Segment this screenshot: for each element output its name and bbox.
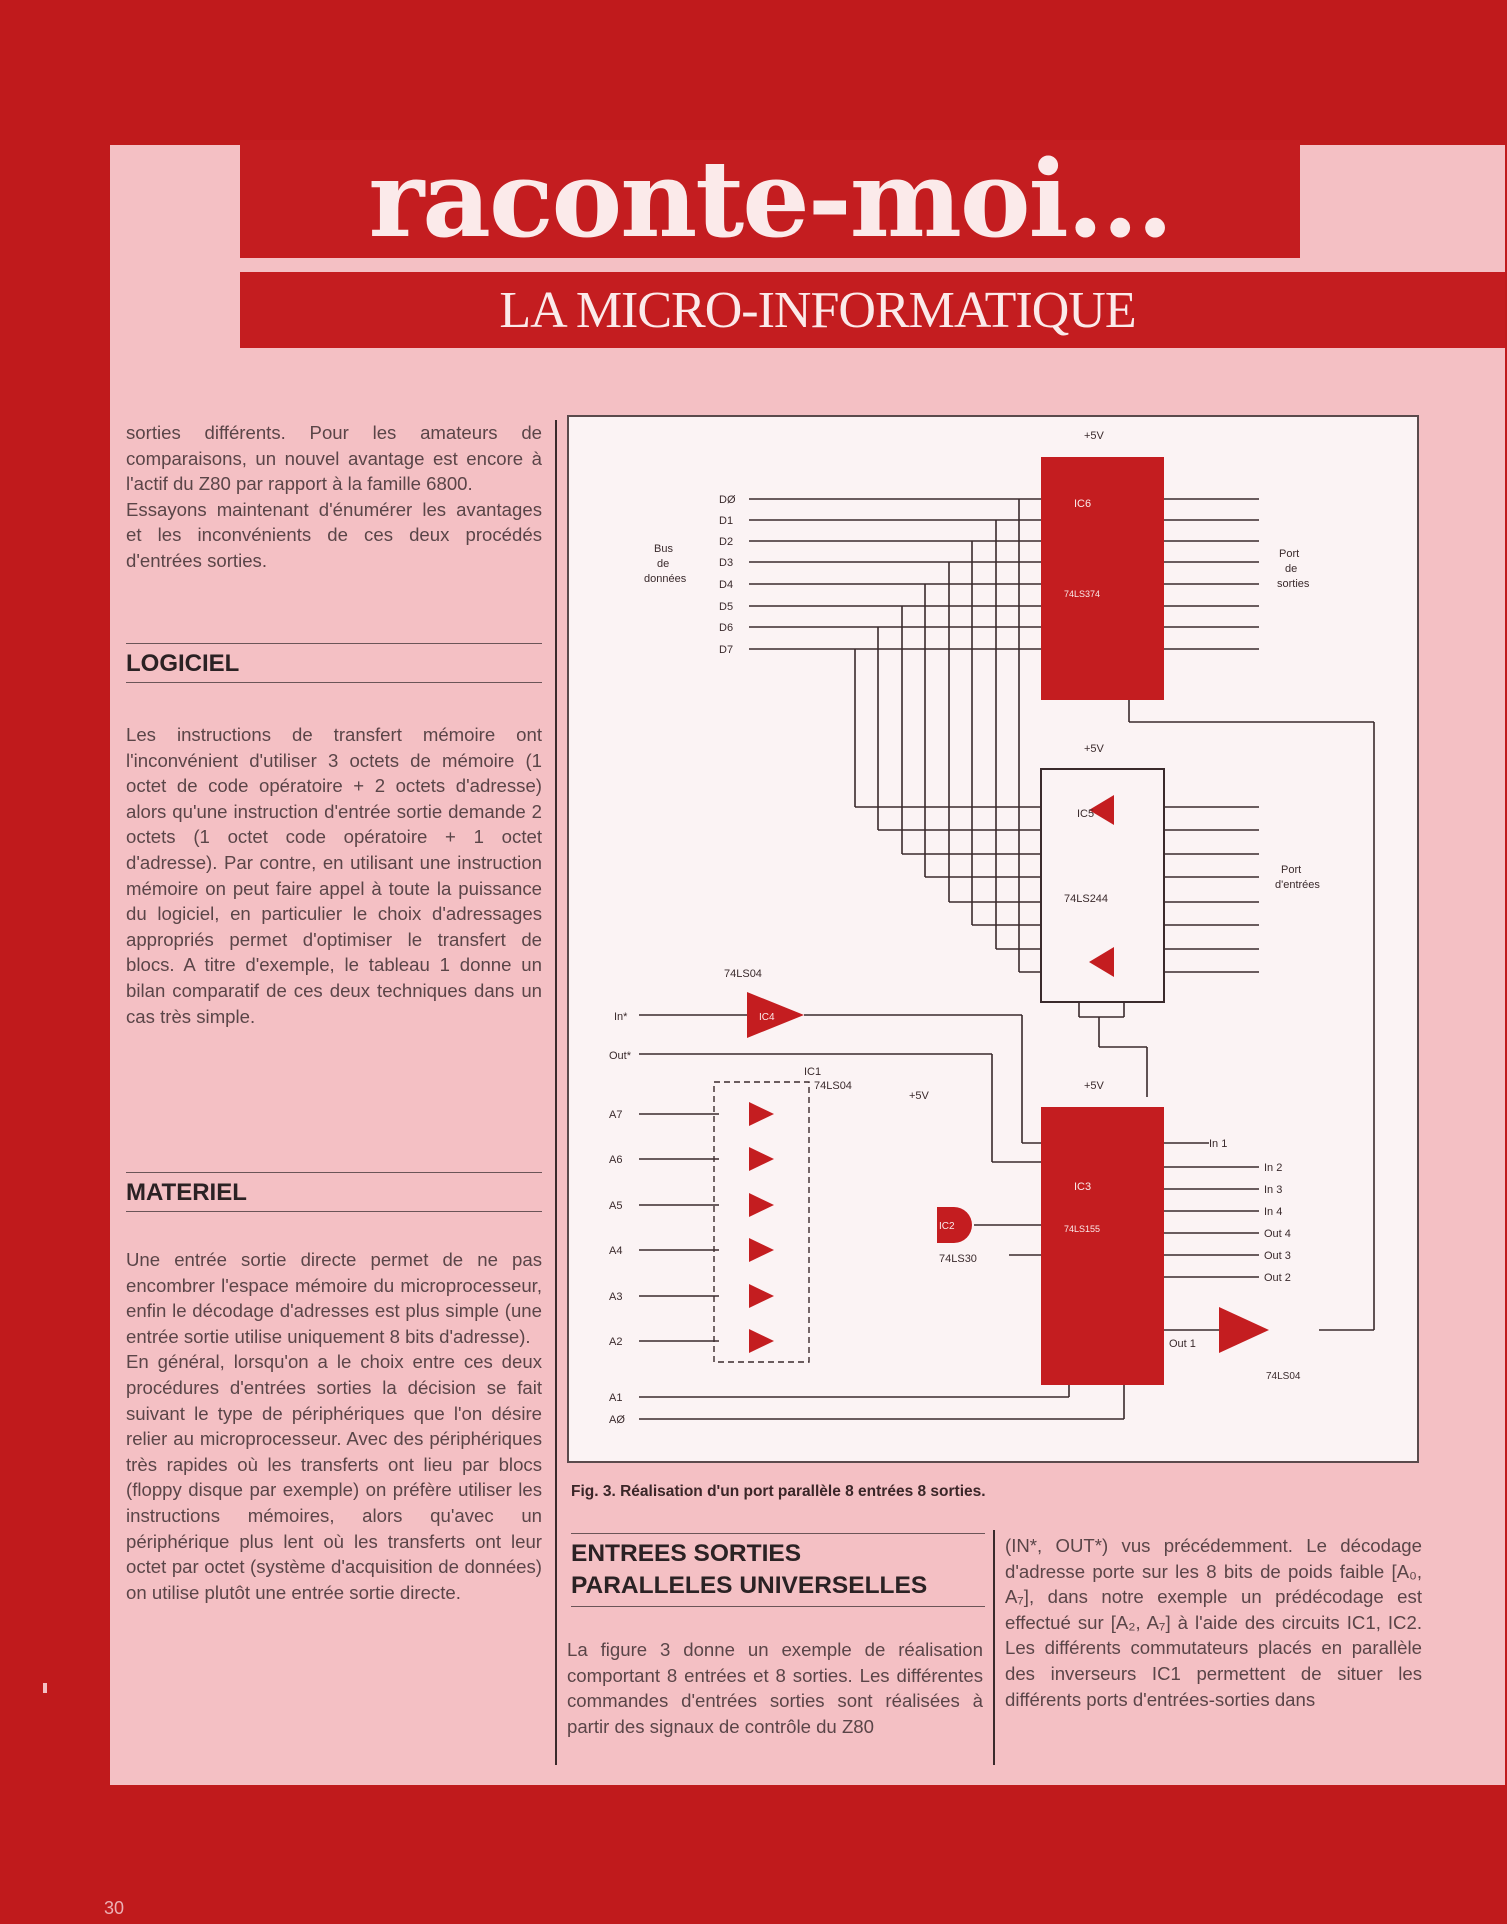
- addr-a5: A5: [609, 1200, 623, 1212]
- in-signal: In*: [614, 1011, 628, 1023]
- ic3-out-out4: Out 4: [1264, 1228, 1291, 1240]
- margin-mark: [43, 1683, 47, 1693]
- ic4-inverter-bottom: [1219, 1307, 1269, 1353]
- data-line-d7: D7: [719, 644, 734, 656]
- schematic-svg: [569, 417, 1417, 1461]
- materiel-paragraph: Une entrée sortie directe permet de ne pas encombrer l'espace mémoire du microprocesseur, enfin le décodage d'adresses est plus simple (une entrée sortie utilise uniquement 8 bits d'adresse).: [126, 1249, 542, 1347]
- page-number: 30: [104, 1898, 125, 1918]
- port-sorties-1: Port: [1279, 548, 1300, 560]
- ic2-name: IC2: [939, 1221, 955, 1232]
- ic6-chip: [1041, 457, 1164, 700]
- ic3-chip: [1041, 1107, 1164, 1385]
- masthead-subtitle: LA MICRO-INFORMATIQUE: [499, 281, 1136, 339]
- ic3-vcc: +5V: [1084, 1080, 1104, 1092]
- data-line-d0: DØ: [719, 494, 736, 506]
- out-signal: Out*: [609, 1050, 632, 1062]
- masthead-subtitle-box: [240, 272, 1505, 348]
- data-line-d2: D2: [719, 536, 734, 548]
- ic3-out-in1: In 1: [1209, 1138, 1228, 1150]
- addr-a6: A6: [609, 1154, 623, 1166]
- ic3-out-in3: In 3: [1264, 1184, 1283, 1196]
- bottom-right-text-block: [1005, 1533, 1422, 1712]
- column-rule-left: [555, 420, 557, 1765]
- data-line-d5: D5: [719, 601, 734, 613]
- ic1-vcc: +5V: [909, 1090, 929, 1102]
- masthead-title: raconte-moi...: [368, 136, 1172, 261]
- ic3-out-in4: In 4: [1264, 1206, 1283, 1218]
- ic1-name: IC1: [804, 1066, 822, 1078]
- data-line-d4: D4: [719, 579, 734, 591]
- ic5-name: IC5: [1077, 808, 1095, 820]
- ic2-type: 74LS30: [939, 1253, 977, 1265]
- materiel-paragraph-2: En général, lorsqu'on a le choix entre ces deux procédures d'entrées sorties la décision se fait suivant le type de périphériques que l'on désire relier au microprocesseur. Avec des périphériques très rapides où les transferts ont lieu par blocs (floppy disque par exemple) on préfère utiliser les instructions mémoires, alors qu'avec un périphérique plus lent où les transferts ont leur octet par octet (système d'acquisition de données) on utilise plutôt une entrée sortie directe.: [126, 1351, 542, 1603]
- addr-a0: AØ: [609, 1414, 625, 1426]
- logiciel-text-block: [126, 722, 542, 1029]
- ic6-vcc: +5V: [1084, 430, 1104, 442]
- ic4-name: IC4: [759, 1012, 775, 1023]
- bottom-heading: [571, 1533, 985, 1607]
- ic4-bottom-type: 74LS04: [1266, 1371, 1301, 1382]
- bus-label-1: Bus: [654, 543, 673, 555]
- port-sorties-3: sorties: [1277, 578, 1310, 590]
- left-column-intro: [126, 420, 542, 574]
- schematic-figure: [567, 415, 1419, 1463]
- column-rule-right: [993, 1530, 995, 1765]
- bus-label-2: de: [657, 558, 670, 570]
- data-line-d6: D6: [719, 622, 734, 634]
- materiel-text-block: [126, 1247, 542, 1605]
- port-entrees-1: Port: [1281, 864, 1302, 876]
- bottom-heading-line1: ENTREES SORTIES: [571, 1540, 802, 1567]
- materiel-heading: MATERIEL: [126, 1172, 542, 1212]
- ic5-type: 74LS244: [1064, 893, 1109, 905]
- data-line-d3: D3: [719, 557, 734, 569]
- logiciel-heading: LOGICIEL: [126, 643, 542, 683]
- addr-a1: A1: [609, 1392, 623, 1404]
- bottom-right-paragraph: (IN*, OUT*) vus précédemment. Le décodage d'adresse porte sur les 8 bits de poids faible [A₀, A₇], dans notre exemple un prédécodage est effectué sur [A₂, A₇] à l'aide des circuits IC1, IC2. Les différents commutateurs placés en parallèle des inverseurs IC1 permettent de situer les différents ports d'entrées-sorties dans: [1005, 1535, 1422, 1710]
- ic1-type: 74LS04: [814, 1080, 852, 1092]
- bus-label-3: données: [644, 573, 687, 585]
- data-line-d1: D1: [719, 515, 734, 527]
- addr-a2: A2: [609, 1336, 623, 1348]
- masthead-title-box: [240, 136, 1300, 261]
- ic5-vcc: +5V: [1084, 743, 1104, 755]
- ic3-out-out3: Out 3: [1264, 1250, 1291, 1262]
- port-entrees-2: d'entrées: [1275, 879, 1320, 891]
- ic4-type: 74LS04: [724, 968, 762, 980]
- port-sorties-2: de: [1285, 563, 1298, 575]
- ic3-name: IC3: [1074, 1181, 1092, 1193]
- intro-paragraph-2: Essayons maintenant d'énumérer les avantages et les inconvénients de ces deux procédés d'entrées sorties.: [126, 498, 542, 571]
- intro-paragraph: sorties différents. Pour les amateurs de comparaisons, un nouvel avantage est encore à l'actif du Z80 par rapport à la famille 6800.: [126, 422, 542, 495]
- ic3-type: 74LS155: [1064, 1224, 1101, 1234]
- ic3-out-out1: Out 1: [1169, 1338, 1196, 1350]
- addr-a7: A7: [609, 1109, 623, 1121]
- ic4-inverter-top: [747, 992, 804, 1038]
- ic6-type: 74LS374: [1064, 589, 1101, 599]
- bottom-left-text-block: [567, 1637, 983, 1739]
- ic6-name: IC6: [1074, 498, 1092, 510]
- logiciel-paragraph: Les instructions de transfert mémoire ont l'inconvénient d'utiliser 3 octets de mémoire (1 octet de code opératoire + 2 octets d'adresse) alors qu'une instruction d'entrée sortie demande 2 octets (1 octet code opératoire + 1 octet d'adresse). Par contre, en utilisant une instruction mémoire on peut faire appel à toute la puissance du logiciel, en particulier le choix d'adressages appropriés permet d'optimiser le transfert de blocs. A titre d'exemple, le tableau 1 donne un bilan comparatif de ces deux techniques dans un cas très simple.: [126, 724, 542, 1027]
- addr-a4: A4: [609, 1245, 623, 1257]
- addr-a3: A3: [609, 1291, 623, 1303]
- ic3-out-in2: In 2: [1264, 1162, 1283, 1174]
- bottom-left-paragraph: La figure 3 donne un exemple de réalisation comportant 8 entrées et 8 sorties. Les différentes commandes d'entrées sorties sont réalisées à partir des signaux de contrôle du Z80: [567, 1639, 983, 1737]
- ic3-out-out2: Out 2: [1264, 1272, 1291, 1284]
- bottom-heading-line2: PARALLELES UNIVERSELLES: [571, 1572, 928, 1599]
- figure-caption: Fig. 3. Réalisation d'un port parallèle 8 entrées 8 sorties.: [571, 1483, 986, 1500]
